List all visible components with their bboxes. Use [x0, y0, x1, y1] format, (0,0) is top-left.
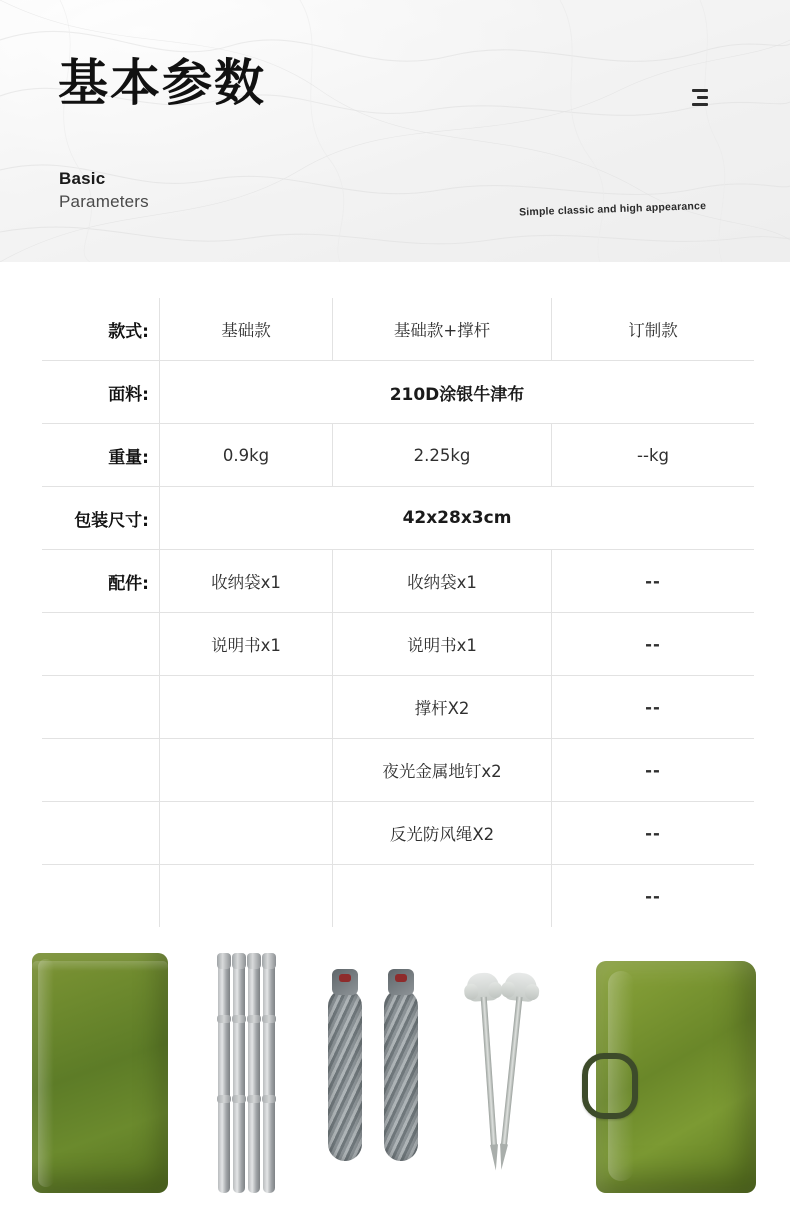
rope-tensioner-group	[384, 967, 418, 997]
pole-joint	[217, 1095, 231, 1103]
cell-custom: 订制款	[552, 298, 755, 361]
cell-accessory: --	[645, 886, 661, 906]
row-label: 款式:	[42, 298, 160, 361]
pole-cap	[232, 953, 246, 969]
table-row	[42, 424, 754, 487]
marble-texture-decoration	[0, 0, 790, 262]
pole-segment	[248, 955, 260, 1193]
tent-poles-image	[218, 955, 276, 1193]
table-row	[42, 739, 754, 802]
cell-accessory: 夜光金属地钉x2	[333, 739, 552, 802]
menu-icon-bar-1	[692, 89, 708, 92]
cell-accessory: 收纳袋x1	[160, 550, 333, 613]
pole-joint	[247, 1015, 261, 1023]
cell-accessory: --	[552, 550, 755, 613]
menu-icon-bar-3	[692, 103, 708, 106]
pole-joint	[262, 1095, 276, 1103]
row-label: 包装尺寸:	[42, 487, 160, 550]
row-label: 面料:	[42, 361, 160, 424]
rope-coil	[384, 989, 418, 1161]
carry-bag-image	[596, 961, 756, 1193]
table-row	[42, 361, 754, 424]
header-tagline: Simple classic and high appearance	[518, 200, 707, 219]
cell-accessory	[160, 739, 333, 802]
cell-accessory: 撑杆X2	[333, 676, 552, 739]
row-label: 重量:	[42, 424, 160, 487]
pole-cap	[262, 953, 276, 969]
cell-weight-basic: 0.9kg	[160, 424, 333, 487]
row-label: 配件:	[42, 550, 160, 613]
table-row	[42, 298, 754, 361]
cell-accessory: --	[552, 676, 755, 739]
table-row	[42, 550, 754, 613]
row-label	[42, 802, 160, 865]
cell-accessory: 收纳袋x1	[333, 550, 552, 613]
row-label	[42, 739, 160, 802]
rope-tensioner	[388, 969, 414, 995]
table-row	[42, 487, 754, 550]
cell-accessory: --	[552, 802, 755, 865]
ground-stakes-image	[462, 973, 552, 1173]
cell-accessory	[333, 865, 552, 928]
page-header	[0, 0, 790, 262]
table-row	[42, 676, 754, 739]
page-title: 基本参数	[58, 54, 266, 112]
cell-package-size-value: 42x28x3cm	[160, 487, 755, 550]
page-subtitle	[59, 168, 149, 214]
rope-tensioner-group	[328, 967, 362, 997]
pole-cap	[217, 953, 231, 969]
row-label	[42, 613, 160, 676]
pole-segment	[263, 955, 275, 1193]
rope-tensioner	[332, 969, 358, 995]
cell-accessory: 说明书x1	[160, 613, 333, 676]
cell-basic-plus-pole: 基础款+撑杆	[333, 298, 552, 361]
stake-tip	[497, 1144, 508, 1171]
menu-icon-bar-2	[697, 96, 708, 99]
pole-joint	[217, 1015, 231, 1023]
cell-accessory	[160, 865, 333, 928]
guy-ropes-image	[322, 967, 434, 1179]
carry-bag-handle	[582, 1053, 638, 1119]
specification-table	[42, 298, 754, 927]
row-label	[42, 865, 160, 928]
product-photo-strip	[0, 943, 790, 1213]
cell-accessory: --	[552, 613, 755, 676]
cell-weight-custom: --kg	[552, 424, 755, 487]
cell-accessory	[160, 676, 333, 739]
cell-accessory: 反光防风绳X2	[333, 802, 552, 865]
rope-coil	[328, 989, 362, 1161]
page-subtitle-line1: Basic	[59, 169, 106, 188]
table-row	[42, 802, 754, 865]
cell-accessory: 说明书x1	[333, 613, 552, 676]
table-row	[42, 613, 754, 676]
pole-segment	[218, 955, 230, 1193]
pole-joint	[262, 1015, 276, 1023]
cell-weight-basic-plus-pole: 2.25kg	[333, 424, 552, 487]
cell-accessory: --	[552, 739, 755, 802]
pole-segment	[233, 955, 245, 1193]
row-label	[42, 676, 160, 739]
folded-tarp-image	[32, 953, 168, 1193]
cell-fabric-value: 210D涂银牛津布	[160, 361, 755, 424]
pole-joint	[247, 1095, 261, 1103]
pole-joint	[232, 1015, 246, 1023]
hamburger-menu-icon[interactable]	[686, 86, 708, 110]
page-subtitle-line2: Parameters	[59, 191, 149, 211]
pole-joint	[232, 1095, 246, 1103]
stake-shaft	[501, 997, 523, 1147]
cell-basic: 基础款	[160, 298, 333, 361]
table-row	[42, 865, 754, 928]
pole-cap	[247, 953, 261, 969]
page-bottom-spacer	[0, 1213, 790, 1223]
spec-table-section	[0, 262, 790, 927]
cell-accessory	[160, 802, 333, 865]
